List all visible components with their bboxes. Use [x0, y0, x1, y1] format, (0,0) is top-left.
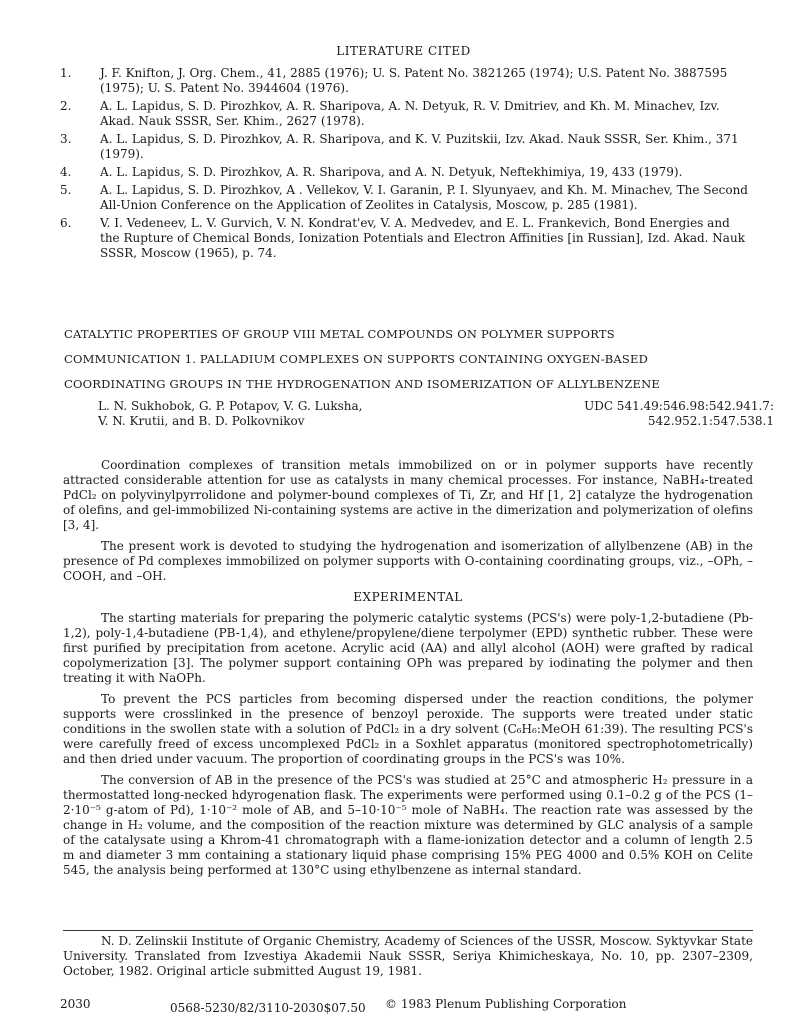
literature-cited-heading: LITERATURE CITED [336, 44, 471, 58]
affiliation-note [63, 934, 753, 979]
affiliation-text: N. D. Zelinskii Institute of Organic Chemistry, Academy of Sciences of the USSR, Moscow. Syktyvkar State University. Translated from Izvestiya Akademii Nauk SSSR, Seriya Khimicheskaya, No. 10, pp. 2307–2309, October, 1982. Original article submitted August 19, 1981. [63, 934, 753, 978]
reference-item [60, 216, 750, 261]
paragraph: The starting materials for preparing the polymeric catalytic systems (PCS's) were poly-1,2-butadiene (Pb-1,2), poly-1,4-butadiene (PB-1,4), and ethylene/propylene/diene terpolymer (EPD) synthetic rubber. These were first purified by precipitation from acetone. Acrylic acid (AA) and allyl alcohol (AOH) were grafted by radical copolymerization [3]. The polymer support containing OPh was prepared by iodinating the polymer and then treating it with NaOPh. [63, 611, 753, 685]
paragraph: To prevent the PCS particles from becoming dispersed under the reaction conditions, the polymer supports were crosslinked in the presence of benzoyl peroxide. The supports were treated under static conditions in the swollen state with a solution of PdCl₂ in a dry solvent (C₆H₆:MeOH 61:39). The resulting PCS's were carefully freed of excess uncomplexed PdCl₂ in a Soxhlet apparatus (monitored spectrophotometrically) and then dried under vacuum. The proportion of coordinating groups in the PCS's was 10%. [63, 692, 753, 766]
reference-number: 1. [60, 66, 72, 80]
paragraph: The conversion of AB in the presence of the PCS's was studied at 25°C and atmospheric H₂ pressure in a thermostatted long-necked hdyrogenation flask. The experiments were performed using 0.1–0.2 g of the PCS (1–2·10⁻⁵ g-atom of Pd), 1·10⁻² mole of AB, and 5–10·10⁻⁵ mole of NaBH₄. The reaction rate was assessed by the change in H₂ volume, and the composition of the reaction mixture was determined by GLC analysis of a sample of the catalysate using a Khrom-41 chromatograph with a flame-ionization detector and a column of length 2.5 m and diameter 3 mm containing a stationary liquid phase comprising 15% PEG 4000 and 0.5% KOH on Celite 545, the analysis being performed at 130°C using ethylbenzene as internal standard. [63, 773, 753, 877]
reference-text: V. I. Vedeneev, L. V. Gurvich, V. N. Kondrat'ev, V. A. Medvedev, and E. L. Frankevich, Bond Energies and the Rupture of Chemical Bonds, Ionization Potentials and Electron Affinities [in Russian], Izd. Akad. Nauk SSSR, Moscow (1965), p. 74. [100, 216, 745, 260]
page-footer [60, 997, 760, 1017]
title-line: COMMUNICATION 1. PALLADIUM COMPLEXES ON SUPPORTS CONTAINING OXYGEN-BASED [64, 352, 649, 366]
reference-text: A. L. Lapidus, S. D. Pirozhkov, A. R. Sharipova, and A. N. Detyuk, Neftekhimiya, 19, 433 (1979). [100, 165, 683, 179]
copyright-notice: © 1983 Plenum Publishing Corporation [385, 997, 627, 1011]
reference-item [60, 183, 750, 213]
reference-item [60, 99, 750, 129]
footnote-divider [63, 930, 753, 931]
issn-code: 0568-5230/82/3110-2030$07.50 [170, 1001, 366, 1015]
reference-item [60, 165, 750, 180]
reference-number: 6. [60, 216, 72, 230]
reference-number: 5. [60, 183, 72, 197]
reference-number: 2. [60, 99, 72, 113]
reference-text: J. F. Knifton, J. Org. Chem., 41, 2885 (1976); U. S. Patent No. 3821265 (1974); U.S. Patent No. 3887595 (1975); U. S. Patent No. 3944604 (1976). [100, 66, 728, 95]
reference-list [60, 66, 750, 264]
reference-item [60, 66, 750, 96]
reference-number: 4. [60, 165, 72, 179]
paragraph: The present work is devoted to studying the hydrogenation and isomerization of allylbenzene (AB) in the presence of Pd complexes immobilized on polymer supports with O-containing coordinating groups, viz., –OPh, –COOH, and –OH. [63, 539, 753, 583]
author-line: V. N. Krutii, and B. D. Polkovnikov [98, 414, 305, 428]
page-number: 2030 [60, 997, 91, 1011]
udc-line: 542.952.1:547.538.1 [647, 414, 774, 428]
udc-line: UDC 541.49:546.98:542.941.7: [584, 399, 774, 413]
section-heading: EXPERIMENTAL [353, 590, 463, 604]
article-body [63, 458, 753, 884]
reference-text: A. L. Lapidus, S. D. Pirozhkov, A. R. Sharipova, A. N. Detyuk, R. V. Dmitriev, and Kh. M. Minachev, Izv. Akad. Nauk SSSR, Ser. Khim., 2627 (1978). [100, 99, 720, 128]
reference-text: A. L. Lapidus, S. D. Pirozhkov, A . Vellekov, V. I. Garanin, P. I. Slyunyaev, and Kh. M. Minachev, The Second All-Union Conference on the Application of Zeolites in Catalysis, Moscow, p. 285 (1981). [100, 183, 748, 212]
author-line: L. N. Sukhobok, G. P. Potapov, V. G. Luksha, [98, 399, 363, 413]
title-line: CATALYTIC PROPERTIES OF GROUP VIII METAL COMPOUNDS ON POLYMER SUPPORTS [64, 327, 615, 341]
udc-code [512, 399, 774, 429]
title-line: COORDINATING GROUPS IN THE HYDROGENATION AND ISOMERIZATION OF ALLYLBENZENE [64, 377, 660, 391]
paragraph: Coordination complexes of transition metals immobilized on or in polymer supports have recently attracted considerable attention for use as catalysts in many chemical processes. For instance, NaBH₄-treated PdCl₂ on polyvinylpyrrolidone and polymer-bound complexes of Ti, Zr, and Hf [1, 2] catalyze the hydrogenation of olefins, and gel-immobilized Ni-containing systems are active in the dimerization and polymerization of olefins [3, 4]. [63, 458, 753, 532]
reference-item [60, 132, 750, 162]
article-title [64, 322, 744, 397]
reference-text: A. L. Lapidus, S. D. Pirozhkov, A. R. Sharipova, and K. V. Puzitskii, Izv. Akad. Nauk SSSR, Ser. Khim., 371 (1979). [100, 132, 739, 161]
reference-number: 3. [60, 132, 72, 146]
